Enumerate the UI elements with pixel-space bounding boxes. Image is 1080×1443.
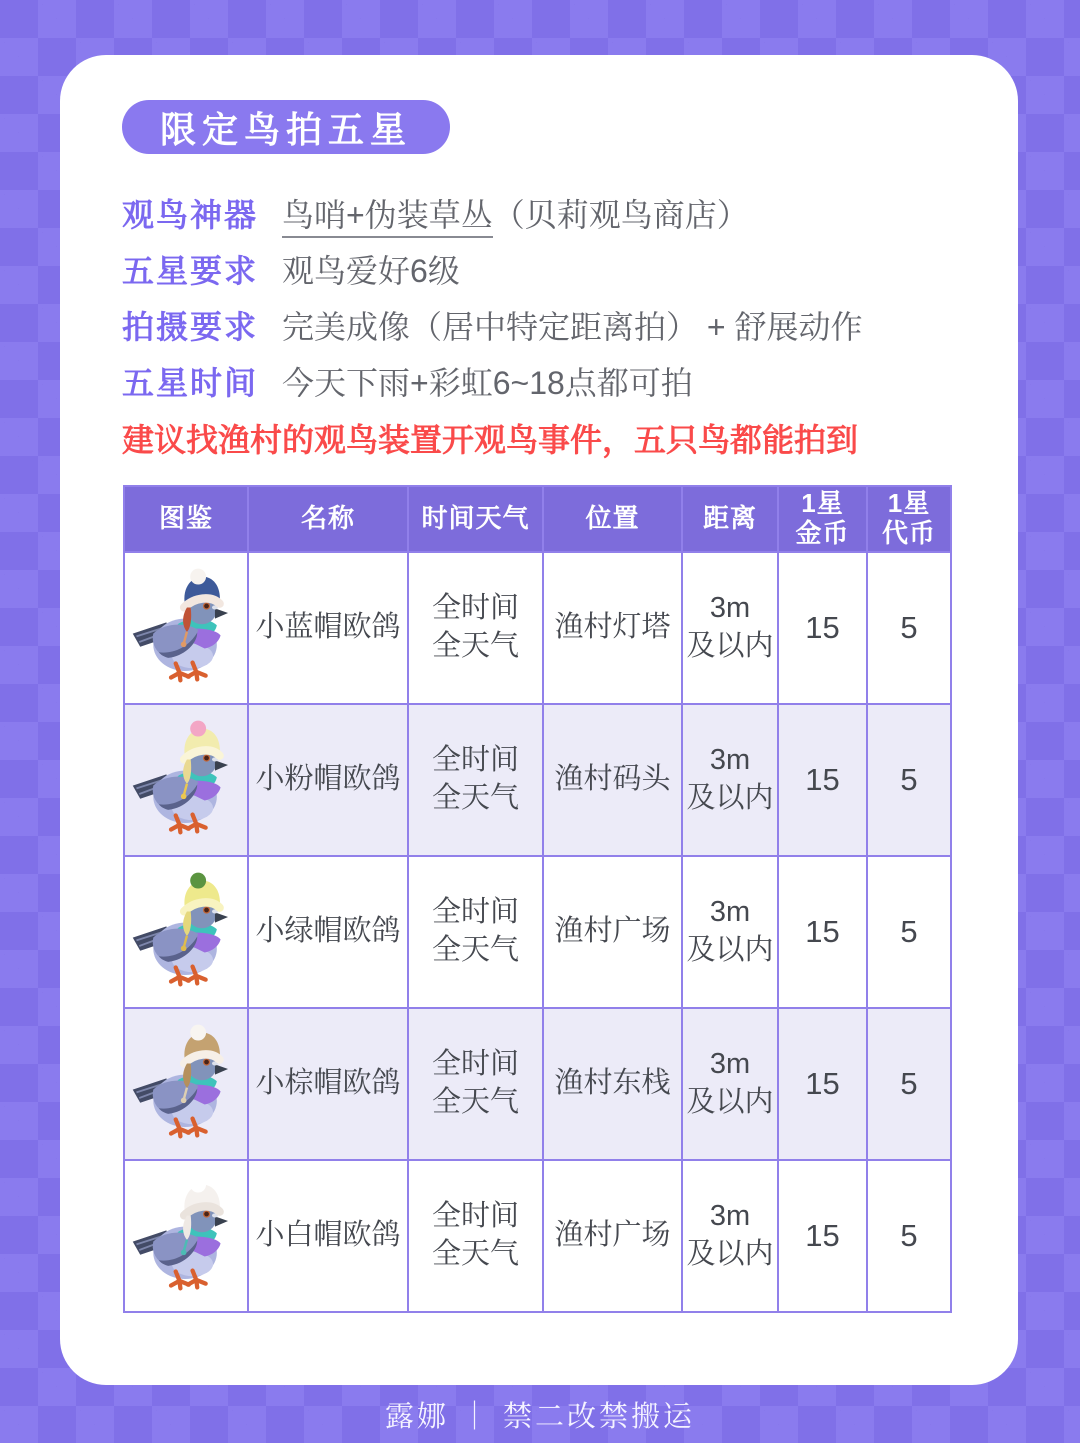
gold-cell <box>779 553 866 703</box>
token-cell <box>868 1161 950 1311</box>
header-label: 名称 <box>300 503 355 534</box>
header-label: 代币 <box>881 518 936 548</box>
bird-name-cell <box>249 1009 407 1159</box>
bird-name: 小白帽欧鸽 <box>255 1219 401 1252</box>
time-weather-cell <box>409 705 542 855</box>
info-value: 观鸟爱好6级 <box>282 253 460 289</box>
bird-image-cell <box>125 553 247 703</box>
bird-name-cell <box>249 705 407 855</box>
header-label: 图鉴 <box>158 503 213 534</box>
time-weather-cell <box>409 553 542 703</box>
info-value-rest: （贝莉观鸟商店） <box>492 197 749 233</box>
time-line: 全时间 <box>431 744 519 777</box>
header-cell-distance <box>683 487 777 551</box>
notice-text: 建议找渔村的观鸟装置开观鸟事件，五只鸟都能拍到 <box>122 422 859 458</box>
info-label: 五星要求 <box>122 253 259 289</box>
time-weather-cell <box>409 1161 542 1311</box>
header-cell-1star-token <box>868 487 950 551</box>
white-hat-pigeon-icon <box>129 1173 243 1299</box>
info-label: 拍摄要求 <box>122 309 259 345</box>
bird-name-cell <box>249 553 407 703</box>
location: 渔村灯塔 <box>554 611 671 644</box>
bird-name: 小蓝帽欧鸽 <box>255 611 401 644</box>
time-weather-cell <box>409 857 542 1007</box>
underlined-text: 鸟哨+伪装草丛 <box>282 197 493 238</box>
location-cell <box>544 705 681 855</box>
title-badge <box>122 100 450 154</box>
blue-hat-pigeon-icon <box>129 565 243 691</box>
header-cell-location <box>544 487 681 551</box>
token-cell <box>868 1009 950 1159</box>
brown-hat-pigeon-icon <box>129 1021 243 1147</box>
token-cell <box>868 705 950 855</box>
gold-value: 15 <box>805 609 840 645</box>
header-label: 1星 <box>887 488 931 519</box>
distance-line: 及以内 <box>686 1238 774 1270</box>
header-label: 距离 <box>702 503 757 534</box>
location-cell <box>544 1161 681 1311</box>
info-row-photo-requirement <box>122 297 972 353</box>
gold-cell <box>779 1009 866 1159</box>
token-value: 5 <box>900 913 918 949</box>
location: 渔村广场 <box>554 1219 671 1252</box>
location: 渔村东栈 <box>554 1067 671 1100</box>
bird-name: 小粉帽欧鸽 <box>255 763 401 796</box>
weather-line: 全天气 <box>431 1086 519 1118</box>
weather-line: 全天气 <box>431 782 519 814</box>
weather-line: 全天气 <box>431 1238 519 1270</box>
location-cell <box>544 1009 681 1159</box>
bird-image-cell <box>125 1009 247 1159</box>
gold-value: 15 <box>805 913 840 949</box>
bird-name-cell <box>249 1161 407 1311</box>
bird-image-cell <box>125 705 247 855</box>
credit-footer: 露娜 ｜ 禁二改禁搬运 <box>384 1401 696 1433</box>
info-value <box>282 190 749 236</box>
token-value: 5 <box>900 761 918 797</box>
distance-cell <box>683 1009 777 1159</box>
distance-line: 3m <box>709 1048 751 1081</box>
bird-name: 小棕帽欧鸽 <box>255 1067 401 1100</box>
location-cell <box>544 857 681 1007</box>
distance-line: 3m <box>709 744 751 777</box>
header-cell-1star-gold <box>779 487 866 551</box>
token-cell <box>868 553 950 703</box>
info-value: 今天下雨+彩虹6~18点都可拍 <box>282 365 693 401</box>
distance-line: 及以内 <box>686 934 774 966</box>
distance-line: 及以内 <box>686 782 774 814</box>
location: 渔村码头 <box>554 763 671 796</box>
time-weather-cell <box>409 1009 542 1159</box>
info-value: 完美成像（居中特定距离拍） + 舒展动作 <box>282 309 863 345</box>
token-value: 5 <box>900 1065 918 1101</box>
header-label: 位置 <box>585 503 640 534</box>
distance-cell <box>683 857 777 1007</box>
bird-image-cell <box>125 857 247 1007</box>
token-value: 5 <box>900 609 918 645</box>
bird-table <box>123 485 952 1313</box>
weather-line: 全天气 <box>431 630 519 662</box>
bird-name: 小绿帽欧鸽 <box>255 915 401 948</box>
distance-cell <box>683 705 777 855</box>
bird-image-cell <box>125 1161 247 1311</box>
time-line: 全时间 <box>431 1048 519 1081</box>
header-cell-time-weather <box>409 487 542 551</box>
info-row-star-time <box>122 353 972 409</box>
distance-cell <box>683 553 777 703</box>
distance-line: 3m <box>709 592 751 625</box>
gold-cell <box>779 1161 866 1311</box>
time-line: 全时间 <box>431 1200 519 1233</box>
location: 渔村广场 <box>554 915 671 948</box>
info-row-gear <box>122 185 972 241</box>
gold-value: 15 <box>805 761 840 797</box>
header-label: 1星 <box>801 488 844 519</box>
green-hat-pigeon-icon <box>129 869 243 995</box>
gold-cell <box>779 705 866 855</box>
info-section <box>122 185 972 467</box>
token-value: 5 <box>900 1217 918 1253</box>
distance-line: 及以内 <box>686 630 774 662</box>
bird-name-cell <box>249 857 407 1007</box>
weather-line: 全天气 <box>431 934 519 966</box>
time-line: 全时间 <box>431 896 519 929</box>
header-label: 时间天气 <box>421 503 530 534</box>
distance-line: 3m <box>709 1200 751 1233</box>
distance-line: 3m <box>709 896 751 929</box>
header-cell-name <box>249 487 407 551</box>
gold-value: 15 <box>805 1217 840 1253</box>
gold-cell <box>779 857 866 1007</box>
distance-cell <box>683 1161 777 1311</box>
guide-card <box>60 55 1018 1385</box>
header-label: 金币 <box>795 518 850 548</box>
info-label: 五星时间 <box>122 365 259 401</box>
header-cell-image <box>125 487 247 551</box>
info-row-star-requirement <box>122 241 972 297</box>
info-label: 观鸟神器 <box>122 197 259 233</box>
token-cell <box>868 857 950 1007</box>
distance-line: 及以内 <box>686 1086 774 1118</box>
gold-value: 15 <box>805 1065 840 1101</box>
pink-hat-pigeon-icon <box>129 717 243 843</box>
time-line: 全时间 <box>431 592 519 625</box>
location-cell <box>544 553 681 703</box>
page-title: 限定鸟拍五星 <box>160 108 413 150</box>
